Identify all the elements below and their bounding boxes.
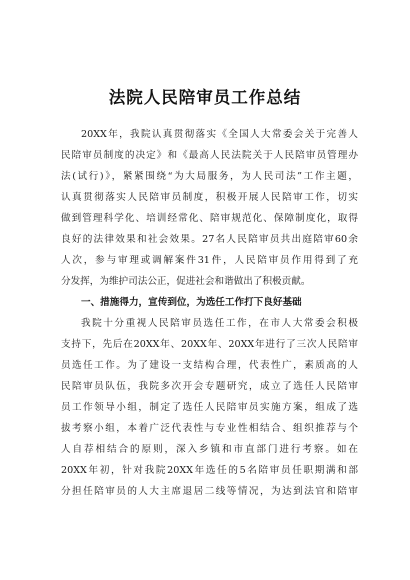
body-text-line: 人自荐相结合的原则，深入乡镇和市直部门进行考察。如在 [61,444,358,455]
body-text-line: 20XX年，我院认真贯彻落实《全国人大常委会关于完善人 [81,129,358,140]
body-text-line: 分担任陪审员的人大主席退居二线等情况，为达到法官和陪审 [61,486,358,497]
body-text-line: 良好的法律效果和社会效果。27名人民陪审员共出庭陪审60余 [61,234,358,245]
body-text-line: 支持下，先后在20XX年、20XX年、20XX年进行了三次人民陪审 [61,339,358,350]
body-text-line: 人次，参与审理或调解案件31件，人民陪审员作用得到了充 [61,255,358,266]
body-text-line: 做到管理科学化、培训经常化、陪审规范化、保障制度化，取得 [61,213,358,224]
document-title: 法院人民陪审员工作总结 [108,88,302,107]
body-text-line: 民陪审员制度的决定》和《最高人民法院关于人民陪审员管理办 [61,150,358,161]
body-text-line: 民陪审员队伍，我院多次开会专题研究，成立了选任人民陪审 [61,381,358,392]
body-text-line: 拔考察小组，本着广泛代表性与专业性相结合、组织推荐与个 [61,423,358,434]
document-body [61,124,358,502]
body-text-line: 认真贯彻落实人民陪审员制度，积极开展人民陪审工作，切实 [61,192,358,203]
body-text-line: 法(试行)》，紧紧围绕“为大局服务，为人民司法”工作主题， [61,171,358,182]
body-text-line: 分发挥，为维护司法公正，促进社会和谐做出了积极贡献。 [61,276,311,287]
body-text-line: 员选任工作。为了建设一支结构合理，代表性广，素质高的人 [61,360,358,371]
body-text-line: 我院十分重视人民陪审员选任工作，在市人大常委会积极 [81,318,358,329]
body-text-line: 员工作领导小组，制定了选任人民陪审员实施方案，组成了选 [61,402,358,413]
body-text-line: 20XX年初，针对我院20XX年选任的5名陪审员任职期满和部 [61,465,358,476]
section-heading: 一、措施得力，宣传到位，为选任工作打下良好基础 [81,297,302,308]
